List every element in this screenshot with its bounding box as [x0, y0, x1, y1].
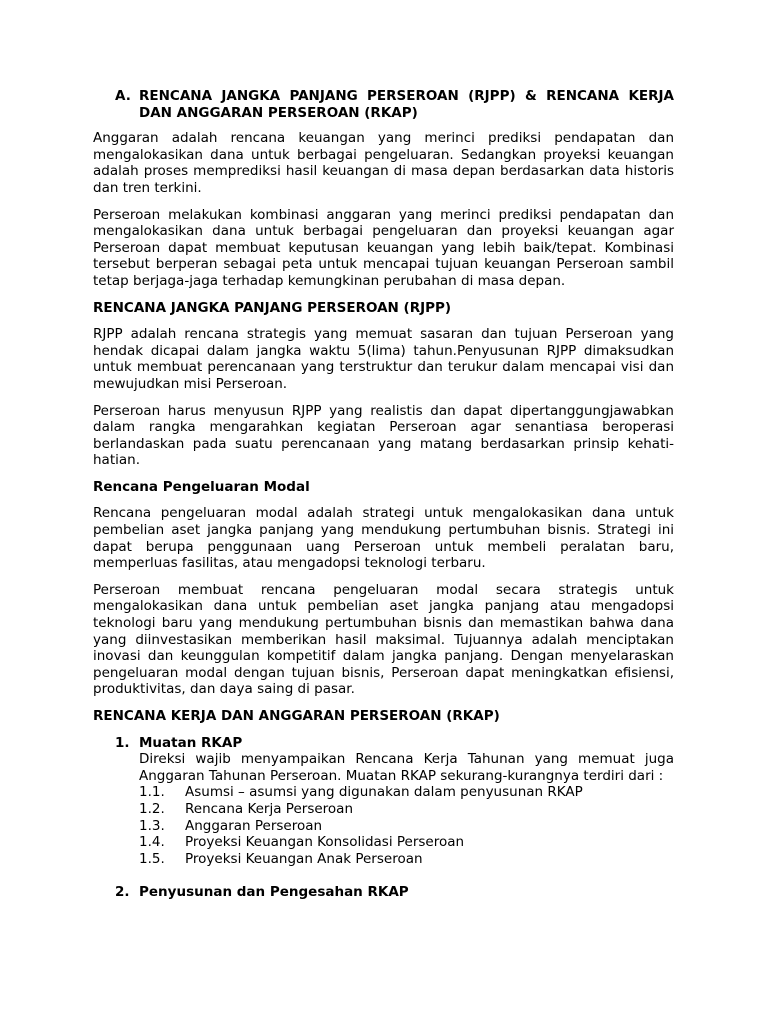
rkap-heading: RENCANA KERJA DAN ANGGARAN PERSEROAN (RKAP) [93, 708, 500, 724]
rkap-item-title: Penyusunan dan Pengesahan RKAP [139, 884, 409, 901]
rkap-item-text: Direksi wajib menyampaikan Rencana Kerja Tahunan yang memuat juga Anggaran Tahunan Perseroan. Muatan RKAP sekurang-kurangnya terdiri dari : [139, 751, 674, 784]
section-a-title [93, 88, 674, 121]
subitem-number: 1.3. [139, 817, 165, 834]
rkap-item-number: 1. [115, 734, 130, 751]
capex-heading: Rencana Pengeluaran Modal [93, 478, 310, 495]
subitem-label: Rencana Kerja Perseroan [185, 800, 353, 817]
rjpp-paragraph: Perseroan harus menyusun RJPP yang realistis dan dapat dipertanggungjawabkan dalam rangka mengarahkan kegiatan Perseroan agar senantiasa beroperasi berlandaskan pada suatu perencanaan yang matang berdasarkan prinsip kehati-hatian. [93, 402, 674, 469]
rkap-subitem [139, 801, 674, 818]
intro-paragraph: Perseroan melakukan kombinasi anggaran yang merinci prediksi pendapatan dan mengalokasikan dana untuk berbagai pengeluaran dan proyeksi keuangan agar Perseroan dapat membuat keputusan keuangan yang lebih baik/tepat. Kombinasi tersebut berperan sebagai peta untuk mencapai tujuan keuangan Perseroan sambil tetap berjaga-jaga terhadap kemungkinan perubahan di masa depan. [93, 206, 674, 289]
capex-paragraph: Rencana pengeluaran modal adalah strategi untuk mengalokasikan dana untuk pembelian aset jangka panjang yang mendukung pertumbuhan bisnis. Strategi ini dapat berupa penggunaan uang Perseroan untuk membeli peralatan baru, memperluas fasilitas, atau mengadopsi teknologi terbaru. [93, 505, 674, 572]
rkap-item [93, 884, 674, 901]
intro-paragraph: Anggaran adalah rencana keuangan yang merinci prediksi pendapatan dan mengalokasikan dana untuk berbagai pengeluaran. Sedangkan proyeksi keuangan adalah proses memprediksi hasil keuangan di masa depan berdasarkan data historis dan tren terkini. [93, 130, 674, 196]
subitem-label: Proyeksi Keuangan Konsolidasi Perseroan [185, 834, 465, 851]
rjpp-paragraph: RJPP adalah rencana strategis yang memuat sasaran dan tujuan Perseroan yang hendak dicapai dalam jangka waktu 5(lima) tahun.Penyusunan RJPP dimaksudkan untuk membuat perencanaan yang terstruktur dan terukur dalam mencapai visi dan mewujudkan misi Perseroan. [93, 326, 674, 392]
subitem-number: 1.4. [139, 834, 165, 851]
section-marker: A. [115, 88, 131, 104]
rkap-item-number: 2. [115, 884, 130, 901]
rkap-subitem [139, 834, 674, 851]
subitem-label: Asumsi – asumsi yang digunakan dalam penyusunan RKAP [185, 784, 583, 801]
rkap-subitem [139, 818, 674, 835]
rjpp-heading: RENCANA JANGKA PANJANG PERSEROAN (RJPP) [93, 299, 452, 316]
subitem-number: 1.1. [139, 784, 165, 801]
subitem-label: Proyeksi Keuangan Anak Perseroan [185, 850, 423, 867]
rkap-subitem [139, 851, 674, 868]
document-page [93, 88, 674, 901]
subitem-number: 1.2. [139, 800, 165, 817]
rkap-item [93, 735, 674, 868]
subitem-label: Anggaran Perseroan [185, 817, 323, 834]
rkap-sublist [139, 784, 674, 867]
rkap-item-title: Muatan RKAP [139, 734, 243, 751]
subitem-number: 1.5. [139, 850, 165, 867]
capex-paragraph: Perseroan membuat rencana pengeluaran modal secara strategis untuk mengalokasikan dana untuk pembelian aset jangka panjang atau mengadopsi teknologi baru yang mendukung pertumbuhan bisnis dan memastikan bahwa dana yang diinvestasikan memberikan hasil maksimal. Tujuannya adalah menciptakan inovasi dan keunggulan kompetitif dalam jangka panjang. Dengan menyelaraskan pengeluaran modal dengan tujuan bisnis, Perseroan dapat meningkatkan efisiensi, produktivitas, dan daya saing di pasar. [93, 581, 674, 698]
section-title-text: RENCANA JANGKA PANJANG PERSEROAN (RJPP) & RENCANA KERJA DAN ANGGARAN PERSEROAN (RKAP) [139, 88, 674, 121]
rkap-subitem [139, 784, 674, 801]
